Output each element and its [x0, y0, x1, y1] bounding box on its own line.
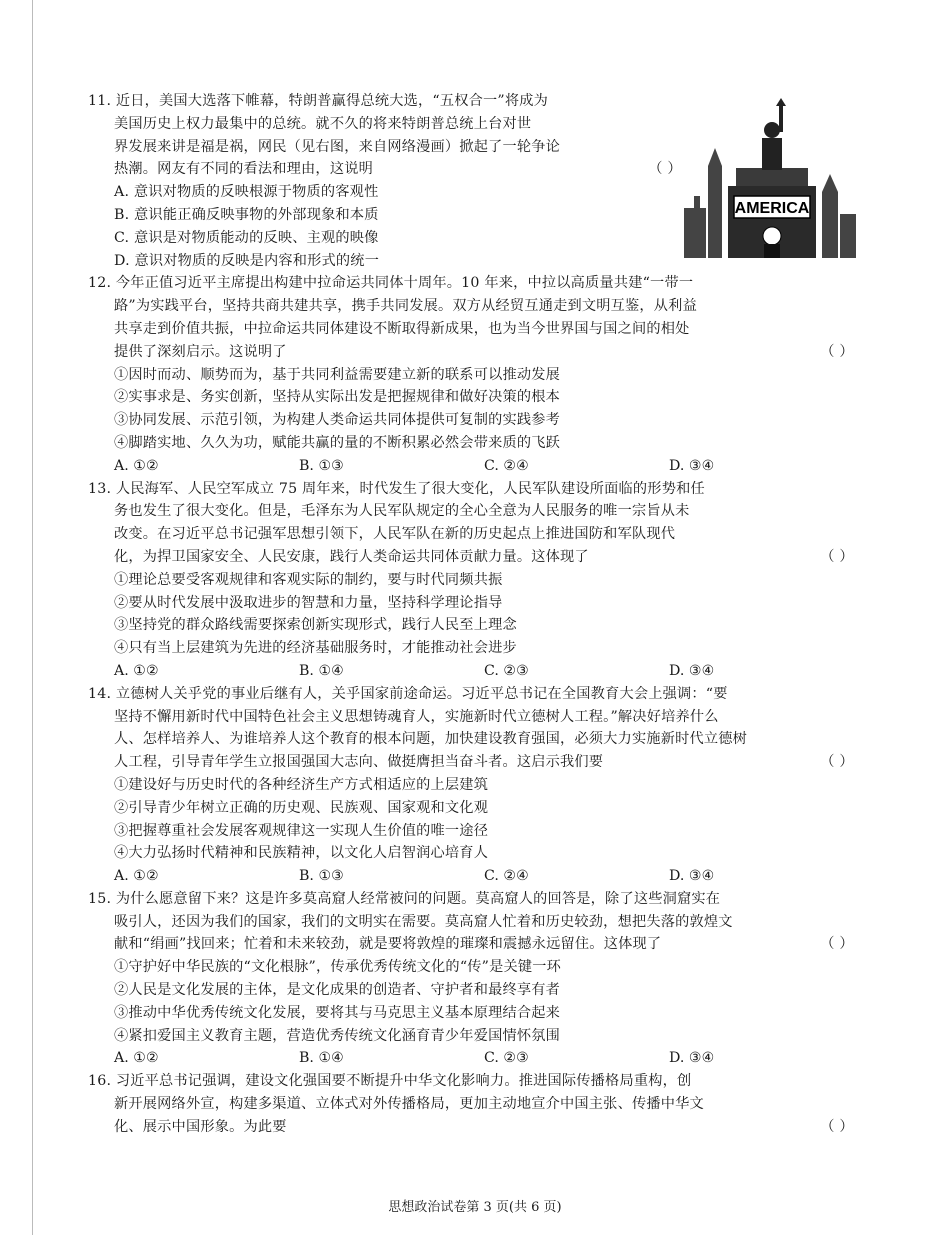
statement-3: ③协同发展、示范引领，为构建人类命运共同体提供可复制的实践参考 — [114, 412, 561, 429]
question-text-line: 人工程，引导青年学生立报国强国大志向、做挺膺担当奋斗者。这启示我们要 — [114, 754, 604, 771]
option-d: D. ③④ — [669, 457, 715, 474]
option-c: C. ②③ — [484, 1050, 529, 1067]
statement-2: ②人民是文化发展的主体，是文化成果的创造者、守护者和最终享有者 — [114, 982, 561, 999]
question-text-line: 13. 人民海军、人民空军成立 75 周年来，时代发生了很大变化，人民军队建设所面临的形势和任 — [88, 480, 705, 497]
option-a: A. 意识对物质的反映根源于物质的客观性 — [114, 184, 379, 201]
answer-blank: （ ） — [820, 548, 854, 565]
question-13 — [88, 478, 866, 683]
question-text-line: 吸引人，还因为我们的国家，我们的文明实在需要。莫高窟人忙着和历史较劲，想把失落的敦煌文 — [114, 913, 733, 930]
statement-3: ③把握尊重社会发展客观规律这一实现人生价值的唯一途径 — [114, 822, 489, 839]
question-text-line: 提供了深刻启示。这说明了 — [114, 343, 287, 360]
question-text-line: 献和“绢画”找回来；忙着和未来较劲，就是要将敦煌的璀璨和震撼永远留住。这体现了 — [114, 936, 662, 953]
option-a: A. ①② — [114, 868, 159, 885]
option-c: C. ②④ — [484, 868, 529, 885]
question-stem-last-line — [88, 933, 866, 956]
question-11 — [88, 90, 866, 272]
answer-blank: （ ） — [820, 1118, 854, 1135]
options-row — [88, 660, 866, 683]
question-text-line: 化、展示中国形象。为此要 — [114, 1118, 287, 1135]
option-d: D. ③④ — [669, 662, 715, 679]
question-15 — [88, 888, 866, 1070]
statement-2: ②引导青少年树立正确的历史观、民族观、国家观和文化观 — [114, 799, 489, 816]
statement-4: ④只有当上层建筑为先进的经济基础服务时，才能推动社会进步 — [114, 640, 517, 657]
answer-blank: （ ） — [820, 343, 854, 360]
question-14 — [88, 683, 866, 888]
statement-3: ③坚持党的群众路线需要探索创新实现形式，践行人民至上理念 — [114, 617, 517, 634]
options-row — [88, 455, 866, 478]
statement-4: ④紧扣爱国主义教育主题，营造优秀传统文化涵育青少年爱国情怀氛围 — [114, 1027, 561, 1044]
question-text-line: 人、怎样培养人、为谁培养人这个教育的根本问题，加快建设教育强国，必须大力实施新时代立德树 — [114, 731, 748, 748]
question-stem-last-line — [88, 341, 866, 364]
option-b: B. ①③ — [299, 868, 344, 885]
answer-blank: （ ） — [820, 754, 854, 771]
option-c: C. ②③ — [484, 662, 529, 679]
question-text-line: 共享走到价值共振，中拉命运共同体建设不断取得新成果，也为当今世界国与国之间的相处 — [114, 320, 690, 337]
options-row — [88, 865, 866, 888]
option-b: B. ①④ — [299, 1050, 344, 1067]
statement-1: ①守护好中华民族的“文化根脉”，传承优秀传统文化的“传”是关键一环 — [114, 959, 562, 976]
page-edge-line — [32, 0, 33, 1235]
statement-3: ③推动中华优秀传统文化发展，要将其与马克思主义基本原理结合起来 — [114, 1004, 561, 1021]
question-16 — [88, 1070, 866, 1138]
question-text-line: 改变。在习近平总书记强军思想引领下，人民军队在新的历史起点上推进国防和军队现代 — [114, 526, 676, 543]
statement-1: ①理论总要受客观规律和客观实际的制约，要与时代同频共振 — [114, 571, 503, 588]
option-b: B. ①③ — [299, 457, 344, 474]
page-footer: 思想政治试卷第 3 页(共 6 页) — [388, 1200, 562, 1215]
answer-blank: （ ） — [648, 161, 682, 178]
question-12 — [88, 272, 866, 477]
question-text-line: 务也发生了很大变化。但是，毛泽东为人民军队规定的全心全意为人民服务的唯一宗旨从未 — [114, 503, 690, 520]
option-d: D. 意识对物质的反映是内容和形式的统一 — [114, 252, 380, 269]
statement-4: ④脚踏实地、久久为功，赋能共赢的量的不断积累必然会带来质的飞跃 — [114, 434, 561, 451]
exam-page — [88, 90, 866, 1139]
question-text-line: 12. 今年正值习近平主席提出构建中拉命运共同体十周年。10 年来，中拉以高质量共建“一带一 — [88, 275, 694, 292]
question-text-line: 15. 为什么愿意留下来？这是许多莫高窟人经常被问的问题。莫高窟人的回答是，除了这些洞窟实在 — [88, 890, 721, 907]
option-a: A. ①② — [114, 457, 159, 474]
question-stem-last-line — [88, 158, 694, 181]
option-a: A. ①② — [114, 1050, 159, 1067]
question-text-line: 11. 近日，美国大选落下帷幕，特朗普赢得总统大选，“五权合一”将成为 — [88, 93, 549, 109]
question-text-line: 14. 立德树人关乎党的事业后继有人，关乎国家前途命运。习近平总书记在全国教育大会上强调：“要 — [88, 685, 728, 702]
statement-1: ①建设好与历史时代的各种经济生产方式相适应的上层建筑 — [114, 776, 489, 793]
question-text-line: 热潮。网友有不同的看法和理由，这说明 — [114, 161, 373, 178]
statement-2: ②实事求是、务实创新，坚持从实际出发是把握规律和做好决策的根本 — [114, 389, 561, 406]
answer-blank: （ ） — [820, 936, 854, 953]
option-d: D. ③④ — [669, 1050, 715, 1067]
question-text-line: 坚持不懈用新时代中国特色社会主义思想铸魂育人，实施新时代立德树人工程。”解决好培养什么 — [114, 708, 719, 725]
question-stem-last-line — [88, 546, 866, 569]
question-stem-last-line — [88, 1116, 866, 1139]
statement-2: ②要从时代发展中汲取进步的智慧和力量，坚持科学理论指导 — [114, 594, 503, 611]
question-text-line: 新开展网络外宣，构建多渠道、立体式对外传播格局，更加主动地宣介中国主张、传播中华文 — [114, 1096, 704, 1113]
cartoon-label: AMERICA — [734, 200, 810, 217]
statement-1: ①因时而动、顺势而为，基于共同利益需要建立新的联系可以推动发展 — [114, 366, 561, 383]
question-text-line: 化，为捍卫国家安全、人民安康，践行人类命运共同体贡献力量。这体现了 — [114, 548, 589, 565]
option-a: A. ①② — [114, 662, 159, 679]
question-text-line: 美国历史上权力最集中的总统。就不久的将来特朗普总统上台对世 — [114, 115, 532, 132]
question-text-line: 路”为实践平台，坚持共商共建共享，携手共同发展。双方从经贸互通走到文明互鉴，从利益 — [114, 298, 697, 315]
option-c: C. 意识是对物质能动的反映、主观的映像 — [114, 229, 379, 246]
option-b: B. ①④ — [299, 662, 344, 679]
options-row — [88, 1047, 866, 1070]
question-text-line: 界发展来讲是福是祸，网民（见右图，来自网络漫画）掀起了一轮争论 — [114, 138, 561, 155]
option-b: B. 意识能正确反映事物的外部现象和本质 — [114, 206, 379, 223]
question-stem-last-line — [88, 751, 866, 774]
option-c: C. ②④ — [484, 457, 529, 474]
option-d: D. ③④ — [669, 868, 715, 885]
statement-4: ④大力弘扬时代精神和民族精神，以文化人启智润心培育人 — [114, 845, 489, 862]
question-text-line: 16. 习近平总书记强调，建设文化强国要不断提升中华文化影响力。推进国际传播格局重构，创 — [88, 1073, 692, 1090]
